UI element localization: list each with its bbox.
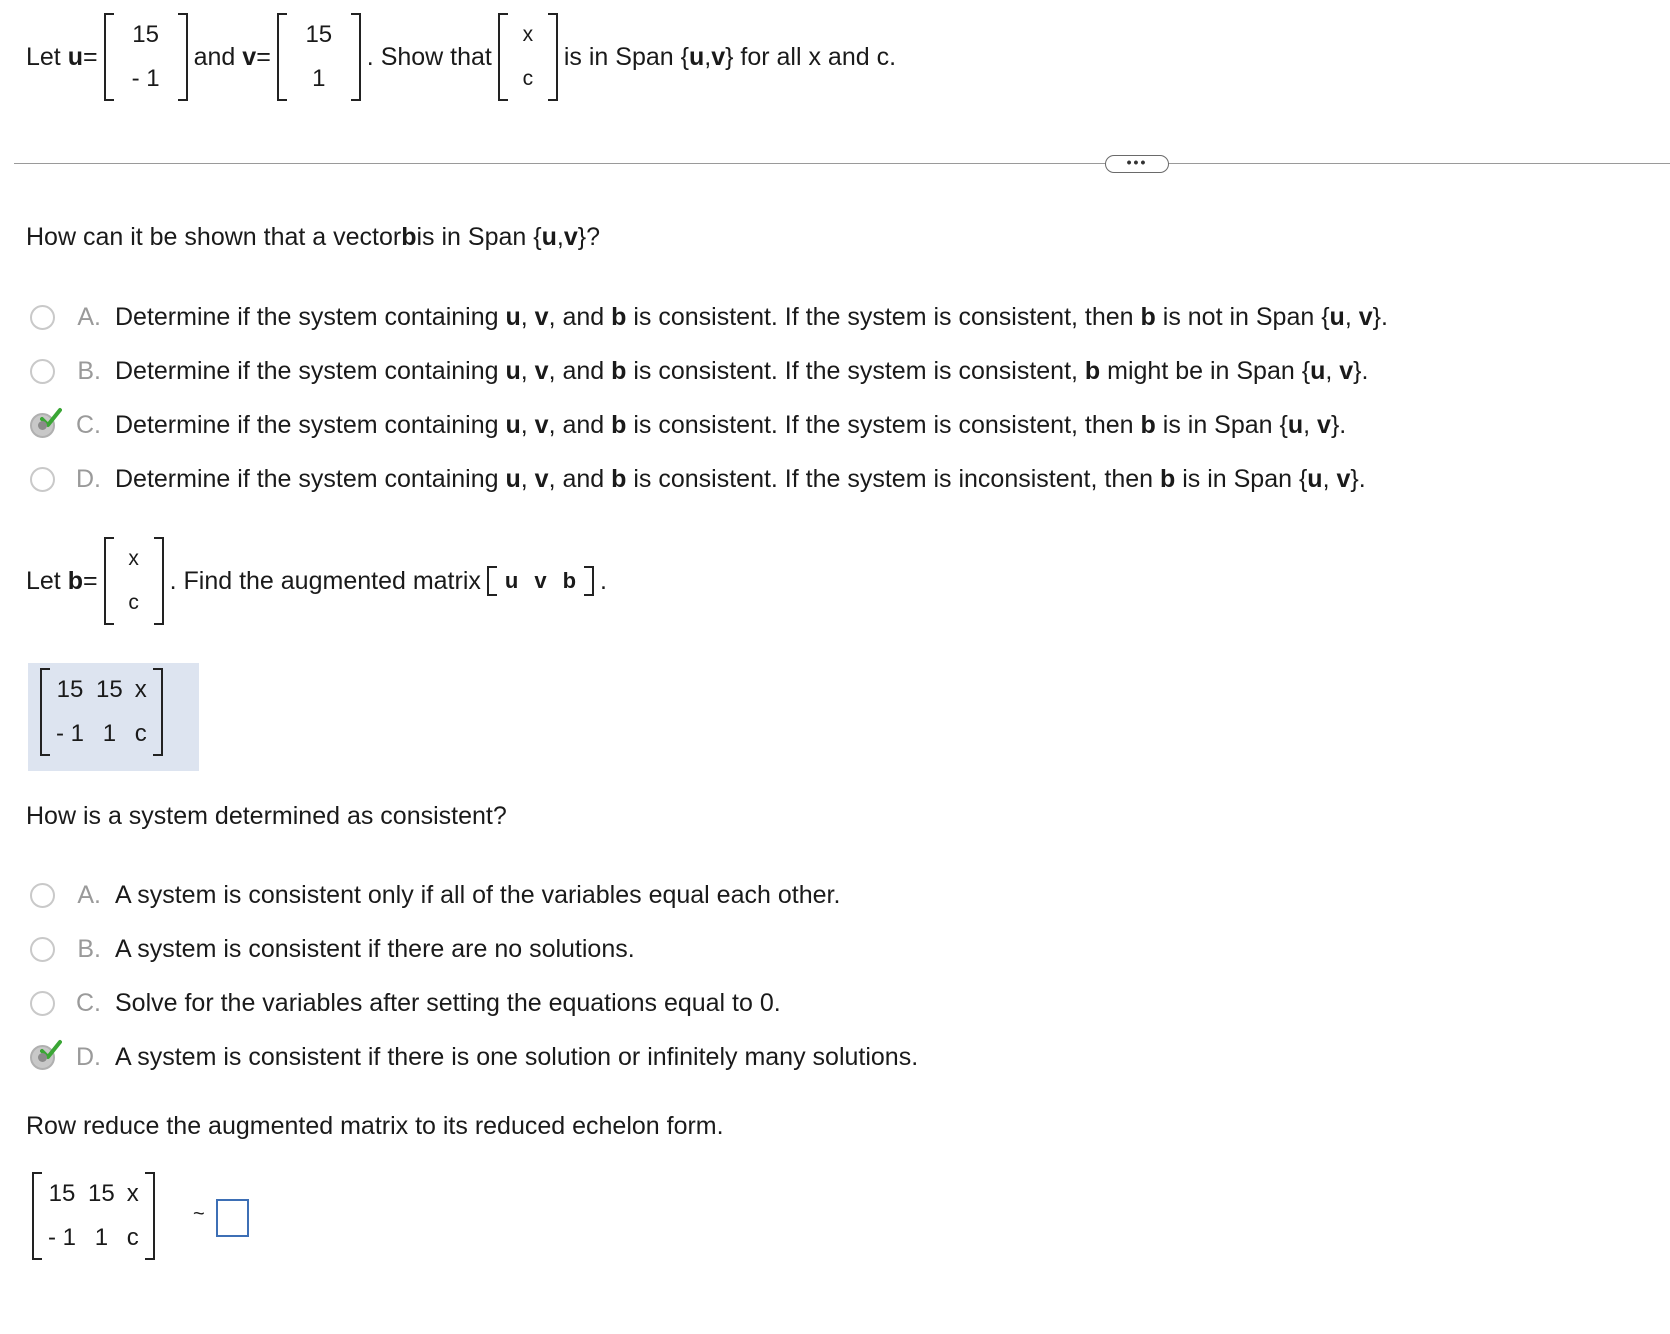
vector-symbol: b [611, 303, 627, 331]
xc-entry-1: x [522, 23, 534, 46]
option-text-part: }. [1330, 411, 1347, 439]
and-text: and [193, 42, 236, 71]
section-divider [14, 163, 1670, 164]
option-text-part: Determine if the system containing [115, 303, 506, 331]
xc-vector [498, 13, 558, 101]
augmented-matrix [40, 668, 163, 756]
reduce-matrix [26, 1172, 161, 1267]
show-that-text: . Show that [366, 42, 492, 71]
u-symbol: u [688, 42, 705, 71]
matrix-cell: - 1 [48, 1224, 77, 1251]
option-text-part: is in Span { [1155, 411, 1288, 439]
option-text-part: , [1322, 465, 1337, 493]
option-text: A system is consistent only if all of the variables equal each other. [115, 881, 841, 909]
vector-symbol: v [1339, 357, 1354, 385]
question-3-prompt: Row reduce the augmented matrix to its reduced echelon form. [26, 1111, 724, 1140]
augmented-notation [487, 566, 594, 596]
vector-symbol: u [1307, 465, 1323, 493]
option-text-part: , and [548, 465, 612, 493]
vector-symbol: u [505, 357, 521, 385]
option-text-part: is consistent. If the system is consistent, then [626, 411, 1141, 439]
vector-symbol: v [534, 411, 549, 439]
comma: , [704, 42, 712, 71]
period: . [600, 566, 607, 595]
q2-option-c[interactable] [30, 989, 781, 1018]
option-text-part: , [520, 303, 535, 331]
let-label: Let [26, 42, 61, 71]
radio-button[interactable] [30, 359, 55, 384]
matrix-cell: 15 [96, 676, 123, 703]
check-icon [40, 407, 62, 429]
matrix-cell: 1 [94, 1224, 109, 1251]
vector-symbol: u [1329, 303, 1345, 331]
b-entry-1: x [128, 547, 139, 570]
option-text-part: is in Span { [1175, 465, 1308, 493]
u-entry-2: - 1 [131, 65, 160, 92]
option-letter: D. [76, 1043, 101, 1071]
xc-entry-2: c [522, 67, 534, 90]
v-symbol: v [242, 42, 257, 71]
reduced-form-answer-box[interactable] [216, 1199, 249, 1237]
option-text-part: , and [548, 411, 612, 439]
v-entry-2: 1 [312, 65, 326, 92]
q1-option-c[interactable] [30, 411, 1346, 440]
u-vector [104, 13, 188, 101]
option-text-part: }. [1353, 357, 1369, 385]
vector-symbol: v [1358, 303, 1373, 331]
option-text [115, 465, 1366, 494]
option-text [115, 411, 1346, 440]
b-entry-2: c [128, 591, 139, 614]
equals-sign: = [256, 42, 271, 71]
option-text-part: , [1303, 411, 1318, 439]
span-text: is in Span { [563, 42, 689, 71]
option-text-part: , [520, 411, 535, 439]
option-text-part: , and [548, 357, 612, 385]
radio-button[interactable] [30, 413, 55, 438]
q1-text: is in Span { [416, 222, 542, 251]
option-letter: A. [77, 303, 101, 331]
vector-symbol: v [534, 465, 549, 493]
option-letter: D. [76, 465, 101, 493]
matrix-cell: 15 [48, 1180, 76, 1207]
check-icon [40, 1039, 62, 1061]
matrix-cell: c [134, 720, 147, 747]
radio-button[interactable] [30, 467, 55, 492]
v-symbol: v [563, 222, 578, 251]
vector-symbol: b [611, 465, 627, 493]
aug-b: b [562, 568, 577, 593]
matrix-cell: 15 [88, 1180, 115, 1207]
vector-symbol: b [1140, 303, 1156, 331]
option-text-part: is consistent. If the system is inconsistent, then [626, 465, 1160, 493]
vector-symbol: u [1287, 411, 1304, 439]
reduce-source-matrix [32, 1172, 155, 1260]
aug-u: u [504, 568, 519, 593]
q2-option-d[interactable] [30, 1043, 918, 1072]
equals-sign: = [83, 566, 98, 595]
vector-symbol: b [611, 411, 627, 439]
v-vector [277, 13, 361, 101]
option-letter: C. [76, 989, 101, 1017]
option-text-part: }. [1350, 465, 1366, 493]
option-text-part: might be in Span { [1100, 357, 1311, 385]
b-symbol: b [67, 566, 83, 595]
question-1-prompt [26, 222, 600, 252]
matrix-cell: - 1 [56, 720, 85, 747]
question-2-prompt: How is a system determined as consistent? [26, 801, 507, 830]
option-text-part: , and [548, 303, 612, 331]
augmented-answer-matrix [34, 668, 169, 763]
vector-symbol: v [534, 357, 549, 385]
matrix-cell: c [126, 1224, 139, 1251]
option-text [115, 303, 1388, 332]
option-letter: C. [76, 411, 101, 439]
vector-symbol: u [1310, 357, 1326, 385]
u-entry-1: 15 [132, 21, 159, 48]
vector-symbol: b [1140, 411, 1156, 439]
more-options-button[interactable]: ••• [1105, 155, 1169, 173]
radio-button[interactable] [30, 305, 55, 330]
option-text-part: , [1344, 303, 1359, 331]
comma: , [556, 222, 564, 251]
vector-symbol: b [1159, 465, 1176, 493]
matrix-cell: x [134, 676, 147, 703]
option-text-part: is consistent. If the system is consistent, [626, 357, 1085, 385]
option-text: A system is consistent if there is one solution or infinitely many solutions. [115, 1043, 919, 1071]
q1-text: }? [577, 222, 600, 251]
b-vector [104, 537, 164, 625]
radio-button[interactable] [30, 991, 55, 1016]
option-text [115, 357, 1368, 386]
q1-option-d[interactable] [30, 465, 1366, 494]
aug-v: v [534, 568, 547, 593]
u-symbol: u [67, 42, 83, 71]
option-text-part: }. [1372, 303, 1388, 331]
vector-symbol: u [505, 465, 521, 493]
q1-text: How can it be shown that a vector [26, 222, 402, 251]
vector-symbol: u [505, 411, 521, 439]
vector-symbol: b [611, 357, 627, 385]
option-letter: B. [77, 935, 101, 963]
option-letter: B. [77, 357, 101, 385]
vector-symbol: b [1084, 357, 1101, 385]
option-text: A system is consistent if there are no solutions. [115, 935, 635, 963]
vector-symbol: v [1317, 411, 1331, 439]
vector-symbol: v [534, 303, 549, 331]
vector-symbol: v [1336, 465, 1351, 493]
option-text-part: , [520, 465, 535, 493]
option-text-part: Determine if the system containing [115, 357, 506, 385]
let-b-statement [26, 534, 607, 628]
radio-button[interactable] [30, 1045, 55, 1070]
u-symbol: u [541, 222, 557, 251]
equals-sign: = [83, 42, 98, 71]
q2-option-a[interactable] [30, 881, 840, 910]
find-augmented-text: . Find the augmented matrix [169, 566, 481, 595]
v-symbol: v [711, 42, 726, 71]
q1-option-b[interactable] [30, 357, 1368, 386]
b-symbol: b [401, 222, 417, 251]
q2-option-b[interactable] [30, 935, 635, 964]
option-text-part: , [520, 357, 535, 385]
option-text-part: Determine if the system containing [115, 411, 506, 439]
tilde-symbol: ~ [193, 1203, 205, 1225]
vector-symbol: u [505, 303, 521, 331]
v-entry-1: 15 [305, 21, 333, 48]
radio-button[interactable] [30, 883, 55, 908]
matrix-cell: 15 [56, 676, 84, 703]
option-text-part: is consistent. If the system is consistent, then [626, 303, 1141, 331]
option-text-part: Determine if the system containing [115, 465, 506, 493]
option-text-part: is not in Span { [1155, 303, 1330, 331]
let-label: Let [26, 566, 61, 595]
matrix-cell: x [126, 1180, 139, 1207]
option-text: Solve for the variables after setting the equations equal to 0. [115, 989, 781, 1017]
radio-button[interactable] [30, 937, 55, 962]
matrix-cell: 1 [102, 720, 117, 747]
q1-option-a[interactable] [30, 303, 1388, 332]
problem-statement [26, 10, 896, 104]
span-tail-text: } for all x and c. [725, 42, 897, 71]
option-letter: A. [77, 881, 101, 909]
option-text-part: , [1325, 357, 1340, 385]
